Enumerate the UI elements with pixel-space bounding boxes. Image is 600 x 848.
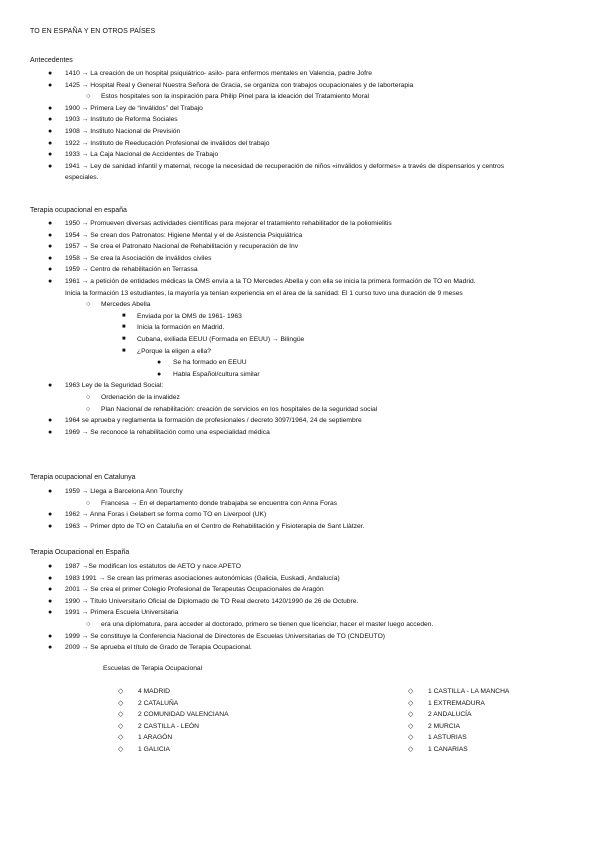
list-item: ● 1903 → Instituto de Reforma Sociales (48, 116, 178, 124)
list-item-continuation: especiales. (65, 174, 99, 182)
list-item: ◇ 4 MADRID (118, 688, 170, 695)
list-item: ● 1990 → Título Universitario Oficial de Diplomado de TO Real decreto 1420/1990 de 26 de Octubre. (48, 597, 359, 605)
list-item: ○ Ordenación de la invalidez (86, 393, 180, 401)
list-item: ◇ 2 CASTILLA - LEÓN (118, 722, 199, 730)
list-ocupacional-espana (0, 561, 600, 654)
list-item: ■ Inicia la formación en Madrid. (122, 324, 225, 332)
list-item: ● 1941 → Ley de sanidad infantil y maternal, recoge la necesidad de recuperación de niños «inválidos y deformes» a través de dispensarios y centros (48, 162, 505, 170)
section-heading-antecedentes: Antecedentes (30, 57, 73, 64)
list-item: ◇ 2 MURCIA (408, 722, 460, 730)
list-item: ● 1961 → a petición de entidades médicas la OMS envía a la TO Mercedes Abella y con ella se inicia la primera formación de TO en Madrid. (48, 277, 476, 285)
list-item: ● Se ha formado en EEUU (157, 359, 247, 367)
document-title: TO EN ESPAÑA Y EN OTROS PAÍSES (30, 28, 156, 35)
list-item-continuation: Inicia la formación 13 estudiantes, la mayoría ya tenían experiencia en el área de la sanidad. El 1 curso tuvo una duración de 9 meses (65, 289, 463, 297)
list-item: ● 1900 → Primera Ley de “inválidos” del Trabajo (48, 104, 203, 112)
list-item: ○ Francesa → En el departamento donde trabajaba se encuentra con Anna Foras (86, 499, 338, 507)
list-item: ● 1958 → Se crea la Asociación de inválidos civiles (48, 254, 212, 262)
list-item: ● Habla Español/cultura similar (157, 370, 260, 378)
list-item: ● 1963 Ley de la Seguridad Social: (48, 382, 164, 390)
section-heading-espana: Terapia ocupacional en españa (30, 207, 127, 214)
list-item: ◇ 1 EXTREMADURA (408, 699, 485, 707)
list-item: ● 1954 → Se crean dos Patronatos: Higiene Mental y el de Asistencia Psiquiátrica (48, 231, 303, 239)
list-item: ◇ 1 GALICIA (118, 745, 170, 753)
list-item: ◇ 1 CASTILLA - LA MANCHA (408, 688, 510, 695)
list-item: ● 2001 → Se crea el primer Colegio Profesional de Terapeutas Ocupacionales de Aragón (48, 586, 324, 594)
list-item: ◇ 2 CATALUÑA (118, 699, 179, 707)
list-item: ■ Enviada por la OMS de 1961- 1963 (122, 312, 242, 320)
schools-list-right (408, 686, 509, 756)
list-item: ● 1969 → Se reconoce la rehabilitación como una especialidad médica (48, 428, 270, 436)
list-item: ● 1957 → Se crea el Patronato Nacional de Rehabilitación y recuperación de Inv (48, 243, 299, 251)
list-item: ● 1959 → Llega a Barcelona Ann Tourchy (48, 488, 183, 495)
list-item: ● 1425 → Hospital Real y General Nuestra Señora de Gracia, se organiza con trabajos ocupacionales y de laborterapia (48, 81, 414, 89)
list-item: ● 1950 → Promueven diversas actividades científicas para mejorar el tratamiento rehabilitador de la poliomielitis (48, 220, 392, 227)
list-item: ◇ 1 CANARIAS (408, 745, 468, 753)
list-item: ● 1999 → Se constituye la Conferencia Nacional de Directores de Escuelas Universitarias de TO (CNDEUTO) (48, 632, 386, 640)
list-item: ◇ 2 ANDALUCÍA (408, 711, 472, 719)
list-item: ● 1959 → Centro de rehabilitación en Terrassa (48, 266, 198, 274)
list-item: ● 1983 1991 → Se crean las primeras asociaciones autonómicas (Galicia, Euskadi, Andalucía) (48, 574, 340, 582)
list-item: ● 1908 → Instituto Nacional de Previsión (48, 127, 181, 135)
list-item: ● 1987 →Se modifican los estatutos de AETO y nace APETO (48, 563, 241, 570)
list-catalunya (0, 486, 600, 532)
list-item: ● 1410 → La creación de un hospital psiquiátrico- asilo- para enfermos mentales en Valencia, padre Jofre (48, 70, 372, 77)
list-item: ■ ¿Porque la eligen a ella? (122, 347, 211, 355)
list-item: ● 1963 → Primer dpto de TO en Cataluña en el Centro de Rehabilitación y Fisioterapia de Sant Llàtzer. (48, 522, 365, 530)
list-espana (0, 218, 600, 438)
section-heading-ocupacional-espana: Terapia Ocupacional en España (30, 549, 130, 556)
list-item: ◇ 1 ARAGÓN (118, 734, 173, 742)
list-item: ● 1962 → Anna Foras i Gelabert se forma como TO en Liverpool (UK) (48, 511, 267, 519)
schools-heading: Escuelas de Terapia Ocupacional (103, 665, 203, 672)
list-item: ◇ 2 COMUNIDAD VALENCIANA (118, 711, 229, 719)
list-item: ● 1991 → Primera Escuela Universitaria (48, 609, 179, 617)
schools-list-left (118, 686, 229, 756)
list-item: ○ Plan Nacional de rehabilitación: creación de servicios en los hospitales de la seguridad social (86, 405, 378, 413)
list-antecedentes (0, 68, 600, 184)
list-item: ● 1922 → Instituto de Reeducación Profesional de inválidos del trabajo (48, 139, 270, 147)
list-item: ◇ 1 ASTURIAS (408, 734, 467, 742)
list-item: ● 2009 → Se aprueba el título de Grado de Terapia Ocupacional. (48, 644, 252, 652)
list-item: ○ era una diplomatura, para acceder al doctorado, primero se tienen que licenciar, hacer el master luego acceden. (86, 620, 434, 628)
list-item: ○ Mercedes Abella (86, 301, 151, 309)
section-heading-catalunya: Terapia ocupacional en Catalunya (30, 474, 136, 481)
list-item: ● 1933 → La Caja Nacional de Accidentes de Trabajo (48, 151, 219, 159)
list-item: ■ Cubana, exiliada EEUU (Formada en EEUU) → Bilingüe (122, 335, 305, 343)
list-item: ○ Estos hospitales son la inspiración para Philip Pinel para la ideación del Tratamiento Moral (86, 93, 370, 101)
list-item: ● 1964 se aprueba y reglamenta la formación de profesionales / decreto 3097/1964, 24 de septiembre (48, 417, 362, 425)
